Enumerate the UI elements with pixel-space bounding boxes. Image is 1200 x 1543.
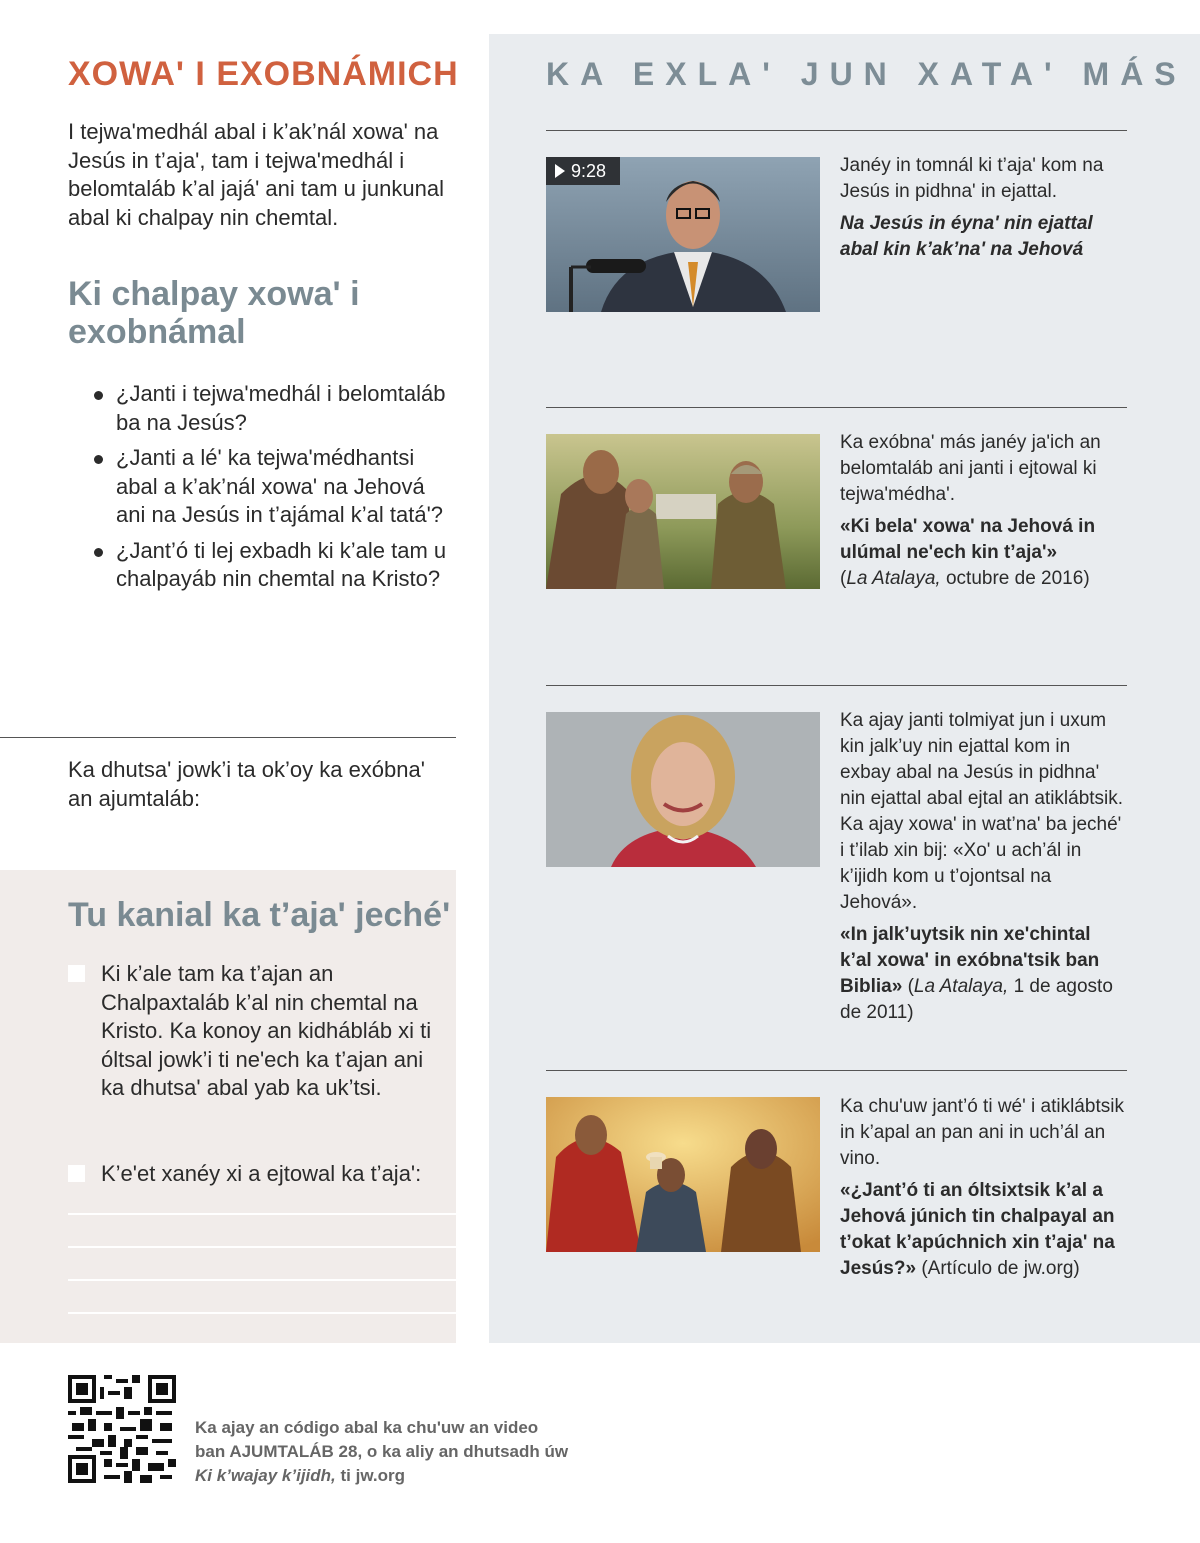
men-talking-illustration [546, 434, 820, 589]
bullet-icon [94, 548, 103, 557]
resource-link[interactable]: Na Jesús in éyna' nin ejattal abal kin k’ak’na' na Jehová [840, 213, 1093, 260]
woman-smiling-photo [546, 712, 820, 867]
website-text[interactable]: ti jw.org [335, 1466, 406, 1485]
resource-item-text [840, 153, 1125, 269]
publication-name: La Atalaya, [846, 568, 941, 589]
qr-code-icon [68, 1375, 176, 1483]
more-info-title: KA EXLA' JUN XATA' MÁS [546, 56, 1187, 92]
divider [0, 737, 456, 738]
resource-item-text: Ka exóbna' más janéy ja'ich an belomtaláb ani janti i ejtowal ki tejwa'médha'. «Ki bela' xowa' na Jehová in ulúmal ne'ech kin t’aja'» (La Atalaya, octubre de 2016) [840, 430, 1125, 592]
publication-source: (Artículo de jw.org) [916, 1258, 1080, 1279]
footer-note: Ka ajay an código abal ka chu'uw an video ban AJUMTALÁB 28, o ka aliy an dhutsadh úw Ki k’wajay k’ijidh, ti jw.org [195, 1418, 569, 1485]
goal-item [68, 960, 448, 1103]
article-thumbnail[interactable] [546, 712, 820, 867]
publication-date: 1 de agosto de 2011) [840, 976, 1113, 1023]
intro-paragraph: I tejwa'medhál abal i k’ak’nál xowa' na Jesús in t’aja', tam i tejwa'medhál i belomtaláb k’al jajá' ani tam u junkunal abal ki chalpay nin chemtal. [68, 119, 444, 230]
resource-link[interactable]: «Ki bela' xowa' na Jehová in ulúmal ne'ech kin t’aja'» [840, 516, 1096, 563]
divider [546, 130, 1127, 131]
review-questions [92, 380, 452, 601]
writing-line[interactable] [68, 1312, 456, 1314]
bullet-icon [94, 455, 103, 464]
goal-item [68, 1160, 448, 1189]
publication-name: Ki k’wajay k’ijidh, [195, 1466, 336, 1485]
checkbox[interactable] [68, 965, 85, 982]
bullet-icon [94, 391, 103, 400]
writing-line[interactable] [68, 1213, 456, 1215]
goal-heading: Tu kanial ka t’aja' jeché' [68, 896, 451, 934]
last-supper-painting [546, 1097, 820, 1252]
goal-box [0, 870, 456, 1343]
writing-line[interactable] [68, 1279, 456, 1281]
article-thumbnail[interactable] [546, 434, 820, 589]
article-thumbnail[interactable] [546, 1097, 820, 1252]
list-item: ¿Janti a lé' ka tejwa'médhantsi abal a k’ak’nál xowa' na Jehová ani na Jesús in t’ajámal k’al tatá'? [92, 444, 452, 530]
video-thumbnail[interactable] [546, 157, 820, 312]
divider [546, 685, 1127, 686]
review-heading: Ki chalpay xowa' i exobnámal [68, 275, 360, 351]
divider [546, 407, 1127, 408]
section-title: XOWA' I EXOBNÁMICH [68, 55, 459, 93]
resource-description: Ka chu'uw jant’ó ti wé' i atiklábtsik in k’apal an pan ani in uch’ál an vino. [840, 1096, 1124, 1169]
play-icon [555, 164, 565, 178]
goal-text: Ki k’ale tam ka t’ajan an Chalpaxtaláb k’al nin chemtal na Kristo. Ka konoy an kidhábláb xi ti óltsal jowk’i ti ne'ech ka t’ajan ani ka dhutsa' abal yab ka uk’tsi. [101, 961, 432, 1100]
publication-date: octubre de 2016) [940, 568, 1090, 589]
resource-link[interactable]: «¿Jant’ó ti an óltsixtsik k’al a Jehová júnich tin chalpayal an t’okat k’apúchnich xin t’aja' na Jesús?» [840, 1180, 1115, 1279]
video-duration-badge: 9:28 [546, 157, 620, 185]
goal-text: K’e'et xanéy xi a ejtowal ka t’aja': [101, 1161, 422, 1186]
qr-code[interactable] [68, 1375, 176, 1483]
resource-description: Janéy in tomnál ki t’aja' kom na Jesús in pidhna' in ejattal. [840, 155, 1104, 202]
resource-link[interactable]: «In jalk’uytsik nin xe'chintal k’al xowa' in exóbna'tsik ban Biblia» [840, 924, 1100, 997]
share-prompt: Ka dhutsa' jowk’i ta ok’oy ka exóbna' an ajumtaláb: [68, 757, 425, 811]
list-item: ¿Janti i tejwa'medhál i belomtaláb ba na Jesús? [92, 380, 452, 437]
list-item: ¿Jant’ó ti lej exbadh ki k’ale tam u chalpayáb nin chemtal na Kristo? [92, 537, 452, 594]
resource-description: Ka ajay janti tolmiyat jun i uxum kin jalk’uy nin ejattal kom in exbay abal na Jesús in pidhna' nin ejattal abal ejtal an atiklábtsik. Ka ajay xowa' in wat’na' ba jeché' i t’ilab xin bij: «Xo' u ach’ál in k’ijidh kom u t’ojontsal na Jehová». [840, 710, 1124, 913]
publication-name: La Atalaya, [913, 976, 1009, 997]
checkbox[interactable] [68, 1165, 85, 1182]
resource-description: Ka exóbna' más janéy ja'ich an belomtaláb ani janti i ejtowal ki tejwa'médha'. [840, 432, 1101, 505]
writing-line[interactable] [68, 1246, 456, 1248]
resource-item-text [840, 1094, 1125, 1282]
divider [546, 1070, 1127, 1071]
resource-item-text: Ka ajay janti tolmiyat jun i uxum kin jalk’uy nin ejattal kom in exbay abal na Jesús in pidhna' nin ejattal abal ejtal an atiklábtsik. Ka ajay xowa' in wat’na' ba jeché' i t’ilab xin bij: «Xo' u ach’ál in k’ijidh kom u t’ojontsal na Jehová». «In jalk’uytsik nin xe'chintal k’al xowa' in exóbna'tsik ban Biblia» (La Atalaya, 1 de agosto de 2011) [840, 710, 1124, 1023]
